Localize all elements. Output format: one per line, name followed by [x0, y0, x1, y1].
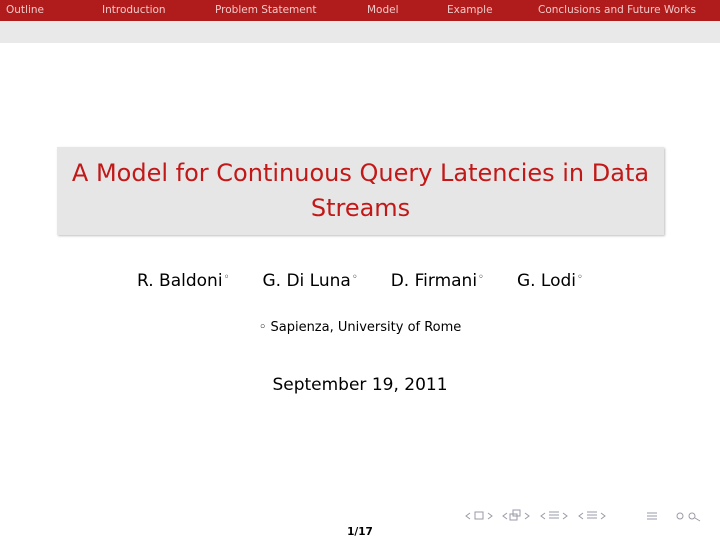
slide-left-icon[interactable]	[579, 513, 583, 519]
author	[391, 271, 484, 291]
author-name: G. Di Luna	[262, 271, 351, 291]
section-left-icon[interactable]	[541, 513, 545, 519]
subsection-icon	[510, 510, 520, 520]
subsection-right-icon[interactable]	[525, 513, 529, 519]
nav-item-outline[interactable]: Outline	[6, 4, 44, 16]
nav-item-problem-statement[interactable]: Problem Statement	[215, 4, 317, 16]
affiliation-mark: ◦	[577, 272, 583, 283]
affiliation-mark: ◦	[351, 272, 358, 283]
beamer-navigation-symbols	[462, 508, 717, 524]
frame-icon	[475, 512, 483, 519]
author-name: D. Firmani	[390, 271, 478, 291]
author	[262, 271, 357, 291]
nav-item-conclusions[interactable]: Conclusions and Future Works	[538, 4, 696, 16]
author-name: G. Lodi	[516, 271, 577, 291]
subsection-left-icon[interactable]	[503, 513, 507, 519]
nav-item-example[interactable]: Example	[447, 4, 493, 16]
author-list	[0, 271, 720, 291]
author-name: R. Baldoni	[137, 271, 223, 291]
affiliation: ◦ Sapienza, University of Rome	[258, 320, 462, 335]
section-icon	[549, 512, 559, 518]
frame-left-icon[interactable]	[466, 513, 470, 519]
affiliation-mark: ◦	[478, 272, 484, 283]
navigation-bar	[0, 0, 720, 21]
slide-right-icon[interactable]	[601, 513, 605, 519]
subsection-bar	[0, 21, 720, 43]
page-number: 1/17	[347, 526, 373, 538]
presentation-date: September 19, 2011	[272, 375, 448, 395]
affiliation-mark: ◦	[223, 272, 230, 283]
align-icon[interactable]	[647, 513, 657, 519]
nav-item-model[interactable]: Model	[367, 4, 399, 16]
search-icon[interactable]	[677, 513, 700, 521]
section-right-icon[interactable]	[563, 513, 567, 519]
slide-icon	[587, 512, 597, 518]
author	[137, 271, 229, 291]
frame-right-icon[interactable]	[488, 513, 492, 519]
title-block	[57, 147, 664, 235]
nav-item-introduction[interactable]: Introduction	[102, 4, 166, 16]
slide-title: A Model for Continuous Query Latencies in Data Streams	[71, 159, 650, 222]
author	[517, 271, 583, 291]
